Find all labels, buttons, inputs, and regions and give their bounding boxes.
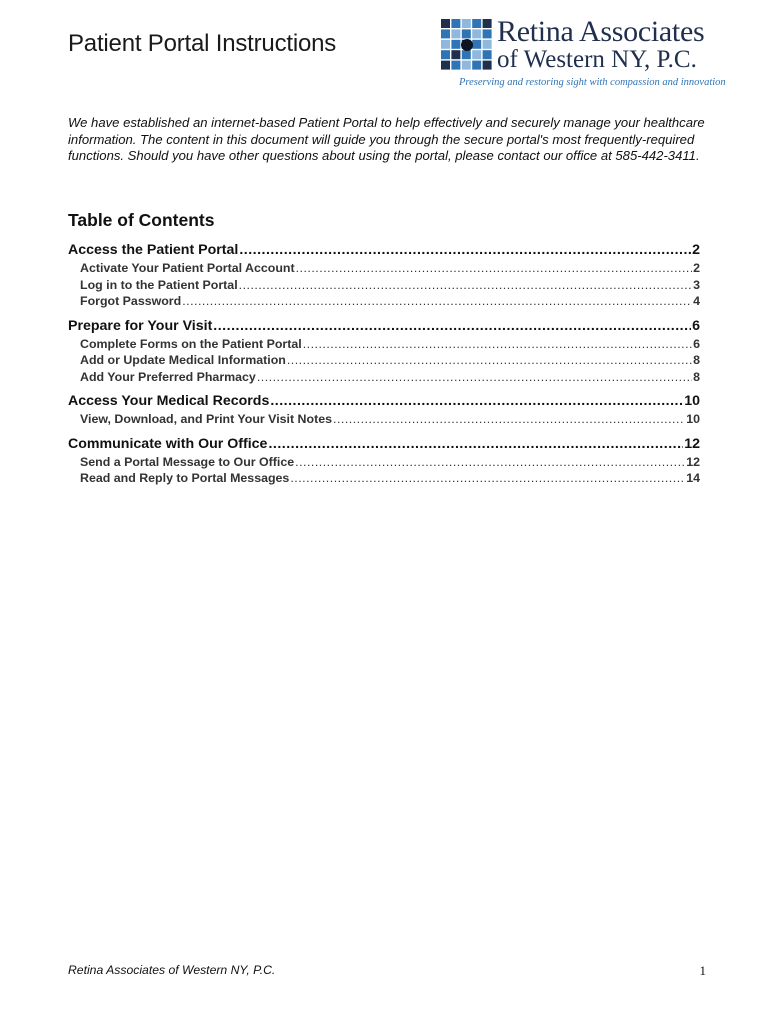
- toc-section-communicate: [68, 435, 700, 487]
- toc-leader-dots: [268, 435, 683, 454]
- logo-grid-cell: [483, 19, 492, 28]
- toc-subentry[interactable]: [68, 277, 700, 294]
- logo-grid-cell: [472, 40, 481, 49]
- logo-grid-cell: [462, 61, 471, 70]
- toc-entry[interactable]: [68, 241, 700, 260]
- toc-subentry-page: 6: [693, 336, 700, 351]
- toc-leader-dots: [257, 369, 692, 386]
- toc-subentry-title: View, Download, and Print Your Visit Notes: [80, 412, 332, 426]
- toc-entry-title: Access the Patient Portal: [68, 242, 239, 258]
- toc-subentry-title: Log in to the Patient Portal: [80, 277, 238, 292]
- logo-grid-cell: [483, 40, 492, 49]
- toc-entry-page: 10: [684, 393, 700, 409]
- toc-leader-dots: [303, 336, 692, 353]
- toc-subentry[interactable]: [68, 352, 700, 369]
- toc-subentry-title: Add Your Preferred Pharmacy: [80, 369, 256, 384]
- toc-leader-dots: [295, 454, 685, 471]
- toc-entry-page: 12: [684, 435, 700, 452]
- logo-grid-cell: [441, 19, 450, 28]
- intro-paragraph: We have established an internet-based Patient Portal to help effectively and securely manage your healthcare information. The content in this document will guide you through the secure portal's most frequently-required functions. Should you have other questions about using the portal, please contact our office at 585-442-3411.: [68, 115, 705, 164]
- logo-grid-cell: [441, 50, 450, 59]
- logo-grid-cell: [483, 61, 492, 70]
- logo-grid-cell: [441, 40, 450, 49]
- toc-leader-dots: [296, 260, 693, 277]
- footer-page-number: 1: [699, 963, 706, 978]
- toc-subentry-title: Forgot Password: [80, 294, 182, 308]
- toc-subentry[interactable]: [68, 454, 700, 471]
- toc-subentry-page: 3: [693, 277, 700, 292]
- toc-entry-title: Access Your Medical Records: [68, 393, 270, 409]
- toc-subentry-page: 2: [693, 261, 700, 275]
- logo-name-line2: of Western NY, P.C.: [497, 46, 697, 73]
- toc-leader-dots: [182, 293, 692, 310]
- table-of-contents: [68, 241, 700, 494]
- toc-subentry-page: 10: [686, 412, 700, 426]
- logo-name-line1: Retina Associates: [497, 15, 705, 48]
- logo-grid-cell: [451, 50, 460, 59]
- toc-section-access-portal: [68, 241, 700, 310]
- logo-grid-cell: [451, 40, 460, 49]
- toc-subentry-title: Complete Forms on the Patient Portal: [80, 336, 302, 351]
- logo-grid-cell: [472, 29, 481, 38]
- toc-subentry[interactable]: [68, 411, 700, 428]
- toc-subentry-page: 8: [693, 353, 700, 367]
- toc-section-prepare-visit: [68, 317, 700, 386]
- toc-subentry[interactable]: [68, 336, 700, 353]
- square-grid-logo-icon: [441, 19, 493, 71]
- logo-center-dot: [461, 39, 473, 51]
- logo-grid-cell: [472, 61, 481, 70]
- logo-tagline: Preserving and restoring sight with compassion and innovation: [459, 77, 726, 88]
- logo-grid-cell: [441, 61, 450, 70]
- toc-leader-dots: [239, 241, 691, 260]
- logo-grid-cell: [462, 50, 471, 59]
- toc-entry-title: Prepare for Your Visit: [68, 317, 213, 334]
- toc-subentry-title: Send a Portal Message to Our Office: [80, 454, 295, 469]
- toc-section-medical-records: [68, 392, 700, 428]
- toc-subentry[interactable]: [68, 369, 700, 386]
- toc-leader-dots: [213, 317, 691, 336]
- logo-grid-cell: [462, 29, 471, 38]
- toc-subentry[interactable]: [68, 470, 700, 487]
- logo-grid-cell: [483, 50, 492, 59]
- toc-entry-page: 2: [692, 242, 700, 258]
- logo-grid-cell: [451, 29, 460, 38]
- logo-grid-cell: [451, 61, 460, 70]
- toc-subentry[interactable]: [68, 293, 700, 310]
- logo-grid-cell: [451, 19, 460, 28]
- logo-grid-cell: [483, 29, 492, 38]
- toc-heading: Table of Contents: [68, 210, 215, 230]
- footer-organization: Retina Associates of Western NY, P.C.: [68, 963, 276, 977]
- logo-grid-cell: [462, 19, 471, 28]
- toc-entry[interactable]: [68, 392, 700, 411]
- toc-entry[interactable]: [68, 435, 700, 454]
- logo-grid-cell: [472, 50, 481, 59]
- logo-grid-cell: [472, 19, 481, 28]
- document-title: Patient Portal Instructions: [68, 30, 337, 57]
- toc-leader-dots: [287, 352, 692, 369]
- toc-entry[interactable]: [68, 317, 700, 336]
- toc-subentry[interactable]: [68, 260, 700, 277]
- toc-subentry-page: 14: [686, 471, 700, 485]
- toc-subentry-page: 4: [693, 294, 700, 308]
- retina-associates-logo: [441, 15, 741, 94]
- toc-subentry-title: Activate Your Patient Portal Account: [80, 261, 295, 275]
- logo-grid-cell: [441, 29, 450, 38]
- toc-leader-dots: [333, 411, 685, 428]
- toc-leader-dots: [270, 392, 683, 411]
- toc-subentry-title: Add or Update Medical Information: [80, 353, 286, 367]
- toc-entry-page: 6: [692, 317, 700, 334]
- toc-leader-dots: [290, 470, 685, 487]
- toc-subentry-page: 8: [693, 369, 700, 384]
- toc-subentry-title: Read and Reply to Portal Messages: [80, 471, 290, 485]
- toc-subentry-page: 12: [686, 454, 700, 469]
- toc-entry-title: Communicate with Our Office: [68, 435, 268, 452]
- toc-leader-dots: [239, 277, 692, 294]
